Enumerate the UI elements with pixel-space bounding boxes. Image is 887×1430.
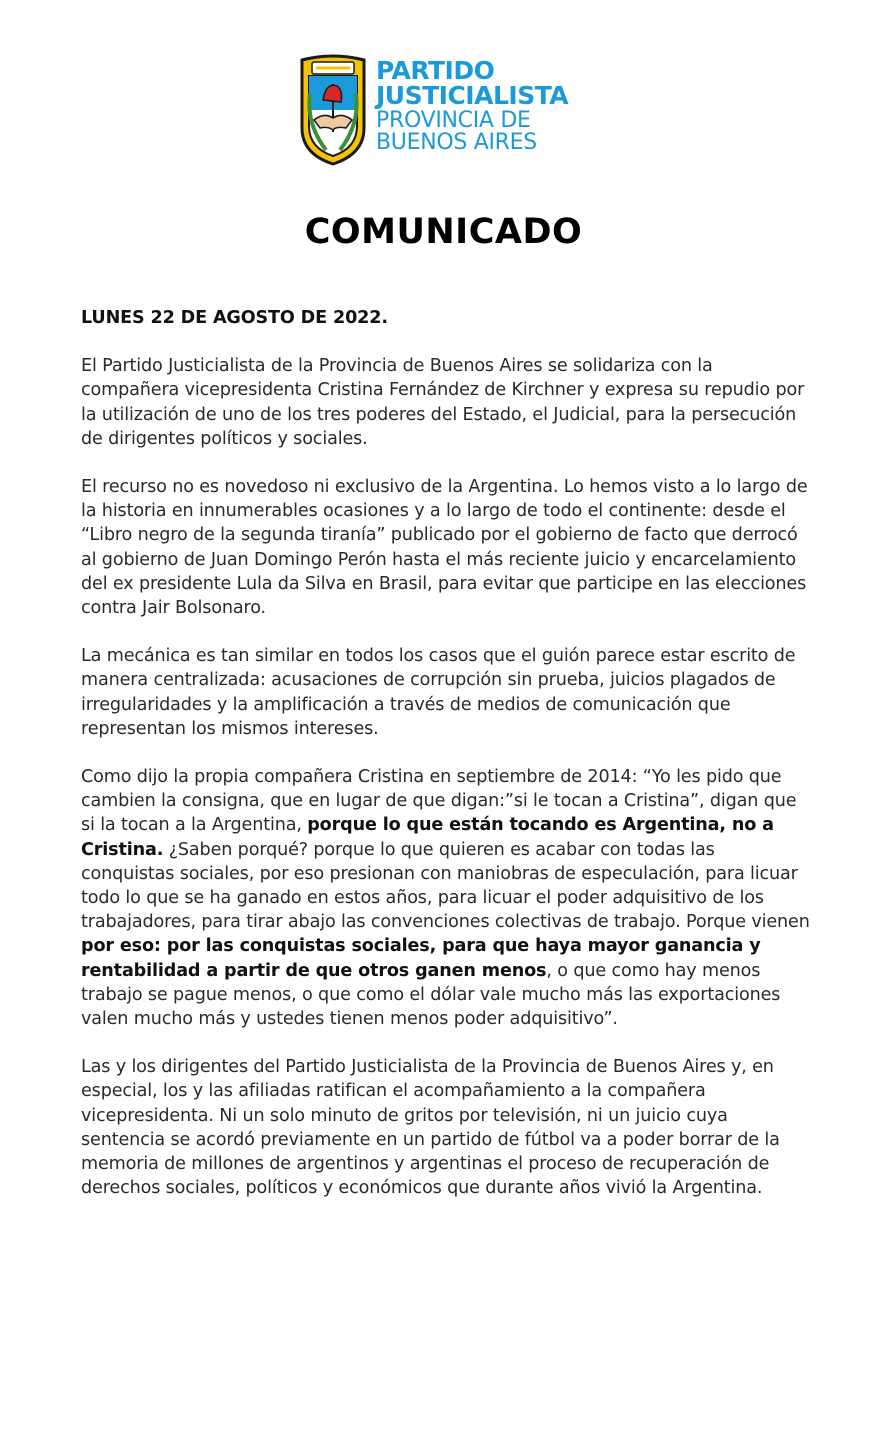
paragraph-2: El recurso no es novedoso ni exclusivo de la Argentina. Lo hemos visto a lo largo de la historia en innumerables ocasiones y a lo largo de todo el continente: desde el “Libro negro de la segunda tiranía” publicado por el gobierno de facto que derrocó al gobierno de Juan Domingo Perón hasta el más reciente juicio y encarcelamiento del ex presidente Lula da Silva en Brasil, para evitar que participe en las elecciones contra Jair Bolsonaro. <box>81 477 808 619</box>
paragraph-4 <box>81 765 811 1031</box>
paragraph-1: El Partido Justicialista de la Provincia de Buenos Aires se solidariza con la compañera vicepresidenta Cristina Fernández de Kirchner y expresa su repudio por la utilización de uno de los tres poderes del Estado, el Judicial, para la persecución de dirigentes políticos y sociales. <box>81 356 805 449</box>
logo-line-justicialista: JUSTICIALISTA <box>376 81 569 110</box>
paragraph-5: Las y los dirigentes del Partido Justicialista de la Provincia de Buenos Aires y, en especial, los y las afiliadas ratifican el acompañamiento a la compañera vicepresidenta. Ni un solo minuto de gritos por televisión, ni un juicio cuya sentencia se acordó previamente en un partido de fútbol va a poder borrar de la memoria de millones de argentinos y argentinas el proceso de recuperación de derechos sociales, políticos y económicos que durante años vivió la Argentina. <box>81 1057 780 1199</box>
paragraph-4-bold-a: porque lo que están tocando es Argentina, no a Cristina. <box>81 815 774 860</box>
logo-line-partido: PARTIDO <box>376 56 495 85</box>
paragraph-4-part-a: Como dijo la propia compañera Cristina en septiembre de 2014: “Yo les pido que cambien la consigna, que en lugar de que digan:”si le tocan a Cristina”, digan que si la tocan a la Argentina, <box>81 767 797 836</box>
paragraph-4-bold-b: por eso: por las conquistas sociales, para que haya mayor ganancia y rentabilidad a partir de que otros ganen menos <box>81 936 761 981</box>
paragraph-3: La mecánica es tan similar en todos los casos que el guión parece estar escrito de manera centralizada: acusaciones de corrupción sin prueba, juicios plagados de irregularidades y la amplificación a través de medios de comunicación que representan los mismos intereses. <box>81 646 796 739</box>
party-name <box>376 58 568 154</box>
paragraph-4-part-c: ¿Saben porqué? porque lo que quieren es acabar con todas las conquistas sociales, por eso presionan con maniobras de especulación, para licuar todo lo que se ha ganado en estos años, para licuar el poder adquisitivo de los trabajadores, para tirar abajo las convenciones colectivas de trabajo. Porque vienen <box>81 839 810 933</box>
logo-line-provincia: PROVINCIA DE <box>376 108 531 133</box>
logo-line-buenos-aires: BUENOS AIRES <box>376 130 537 155</box>
page-title: COMUNICADO <box>304 212 583 252</box>
paragraph-4-part-e: , o que como hay menos trabajo se pague menos, o que como el dólar vale mucho más las exportaciones valen mucho más y ustedes tienen menos poder adquisitivo”. <box>81 960 781 1030</box>
statement-date: LUNES 22 DE AGOSTO DE 2022. <box>81 308 388 328</box>
statement-body <box>81 306 811 1225</box>
party-logo <box>296 54 596 166</box>
party-shield-emblem-icon <box>296 54 370 166</box>
